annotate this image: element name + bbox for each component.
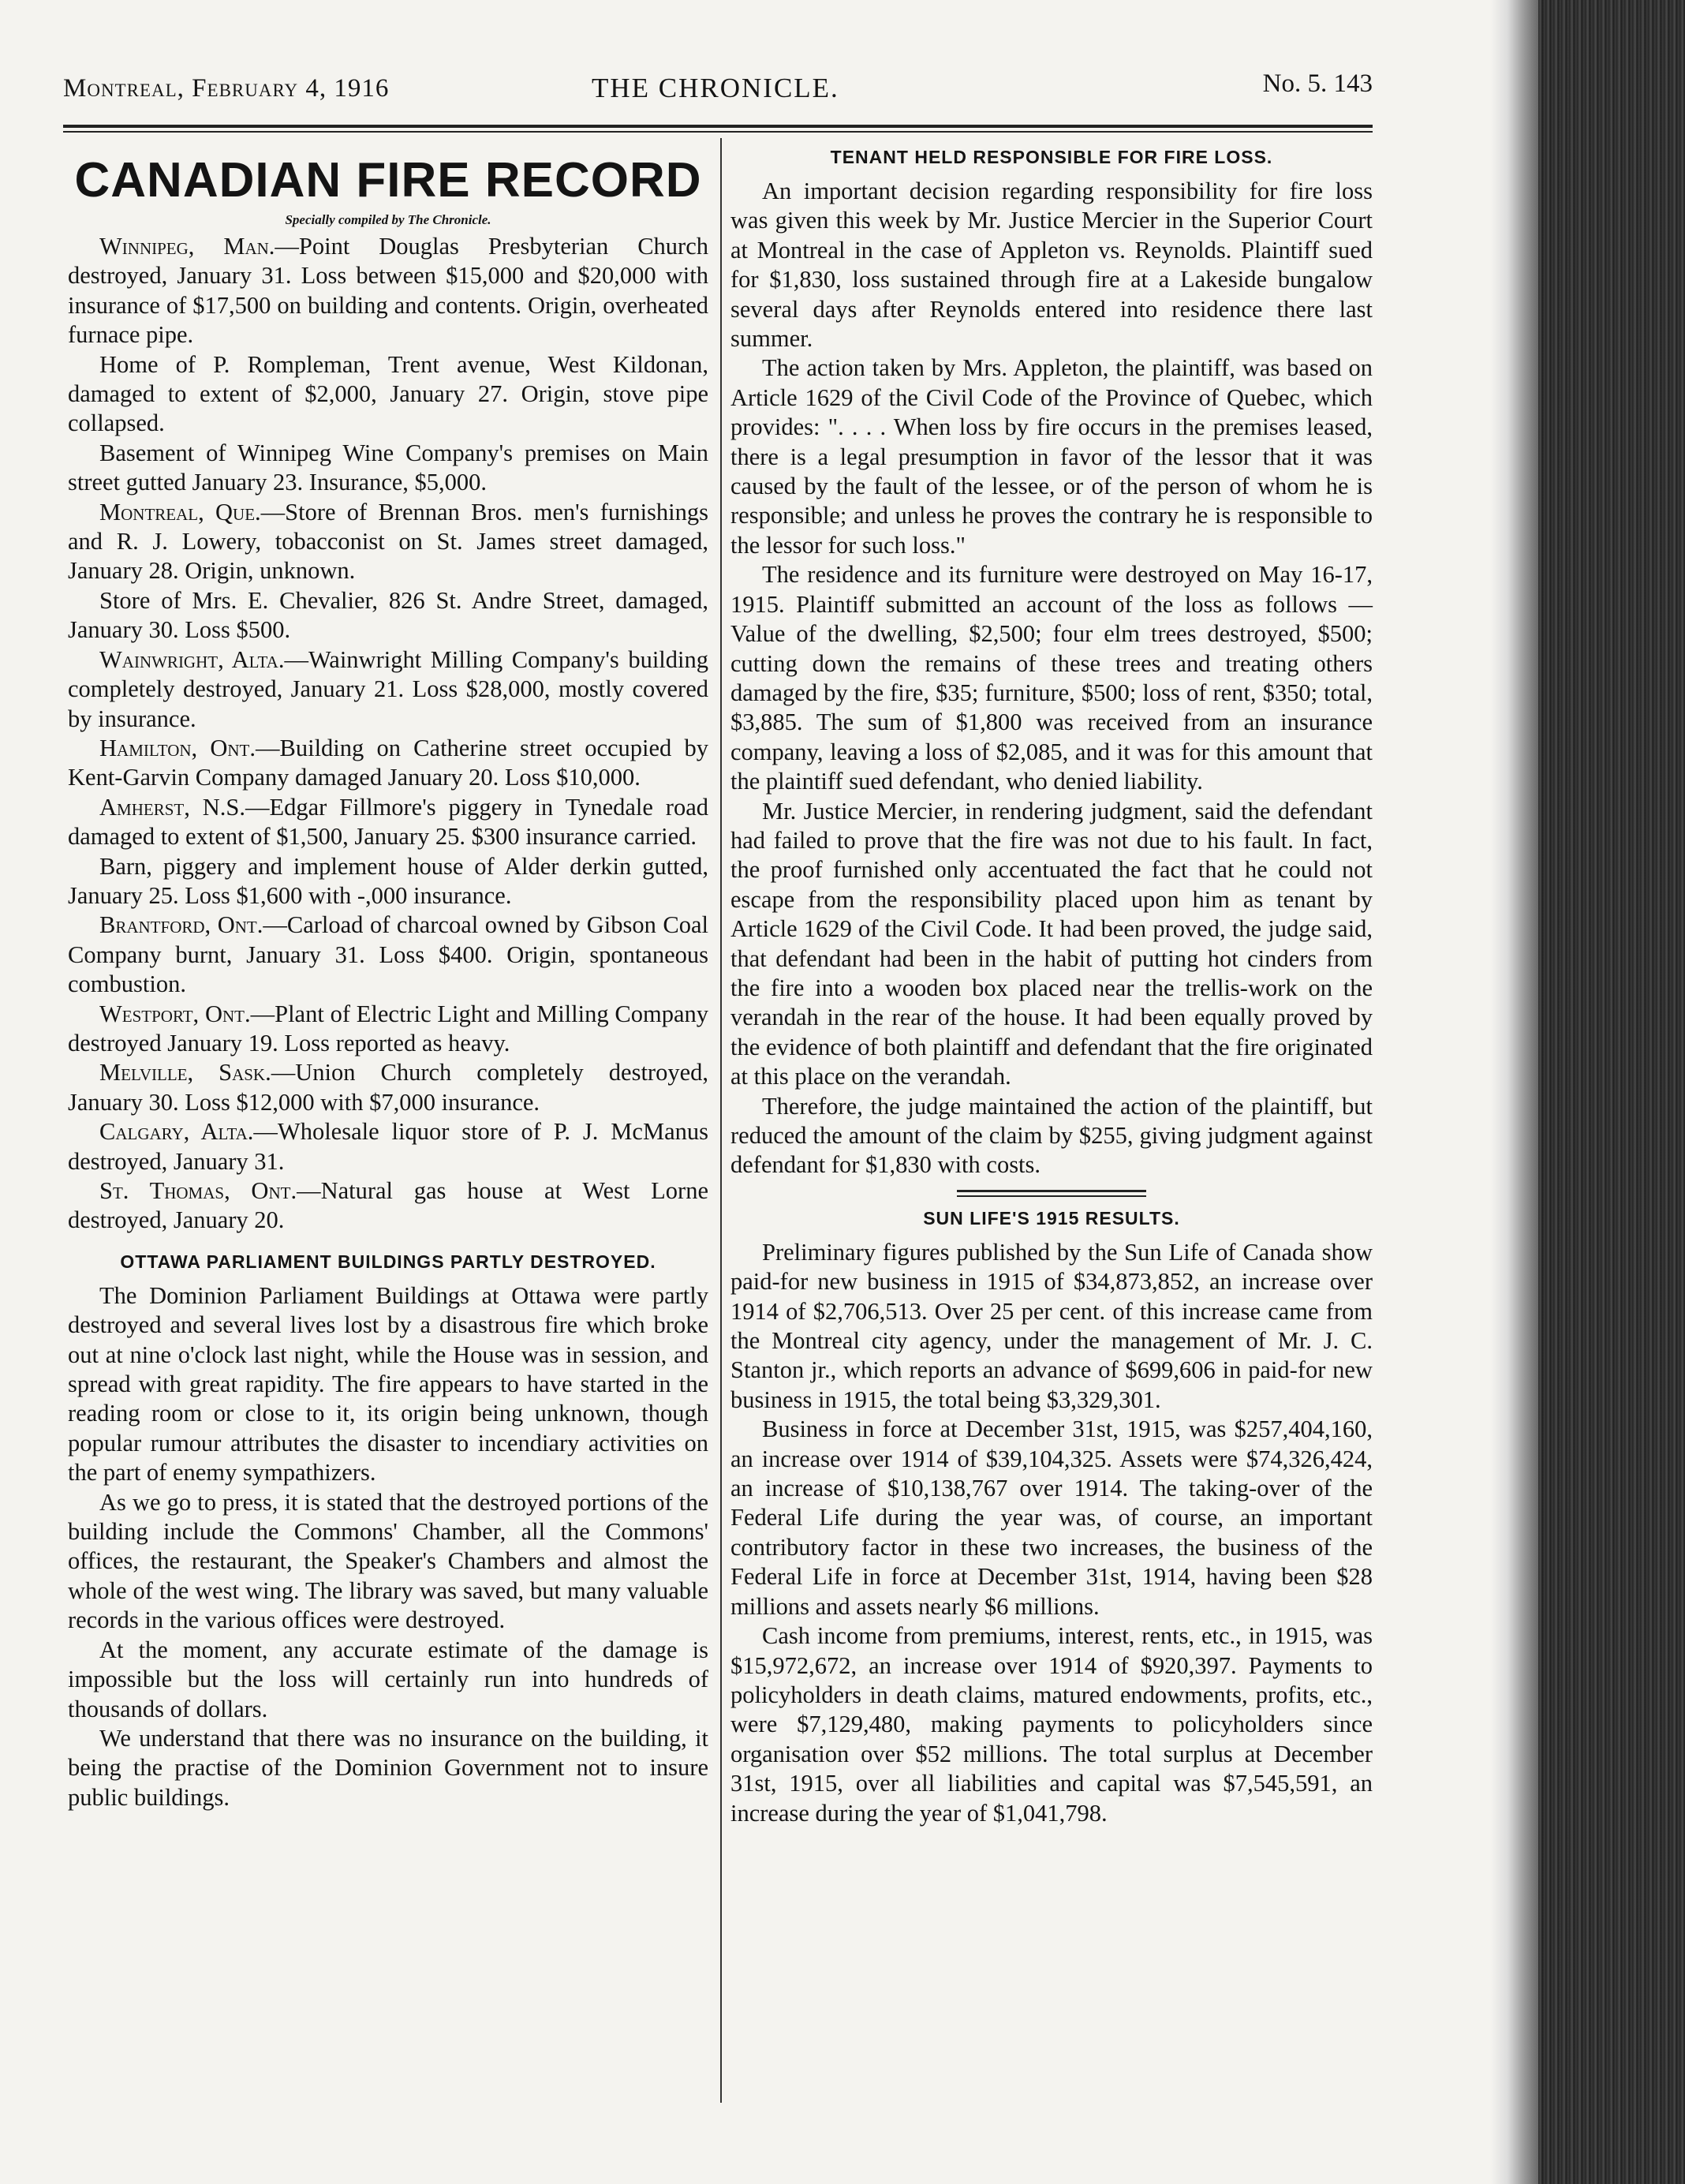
fire-record-entry <box>68 645 708 734</box>
dateline: Montreal, February 4, 1916 <box>63 74 390 103</box>
ottawa-paragraph: As we go to press, it is stated that the destroyed portions of the building include the Commons' Chamber, all the Commons' offices, the restaurant, the Speaker's Chambers and almost the whole of the west wing. The library was saved, but many valuable records in the various offices were destroyed. <box>68 1488 708 1634</box>
fire-record-location: Wainwright, Alta. <box>99 645 285 673</box>
fire-record-entry <box>68 911 708 999</box>
fire-record-text: —Wainwright Milling Company's building completely destroyed, January 21. Loss $28,000, mostly covered by insurance. <box>68 645 708 732</box>
fire-record-entry <box>68 852 708 911</box>
section-separator <box>957 1190 1146 1197</box>
ottawa-paragraph: We understand that there was no insurance on the building, it being the practise of the Dominion Government not to insure public buildings. <box>68 1724 708 1811</box>
column-divider <box>720 138 722 2103</box>
fire-record-text: —Union Church completely destroyed, January 30. Loss $12,000 with $7,000 insurance. <box>68 1059 709 1116</box>
sunlife-paragraph: Preliminary figures published by the Sun Life of Canada show paid-for new business in 1915 of $34,873,852, an increase over 1914 of $2,706,513. Over 25 per cent. of this increase came from the Montreal city agency, under the management of Mr. J. C. Stanton jr., which reports an advance of $699,606 in paid-for new business in 1915, the total being $3,329,301. <box>730 1238 1373 1413</box>
fire-record-subtitle: Specially compiled by The Chronicle. <box>285 212 491 227</box>
fire-record-text: —Carload of charcoal owned by Gibson Coal Company burnt, January 31. Loss $400. Origin, spontaneous combustion. <box>68 911 708 998</box>
fire-record-text: —Store of Brennan Bros. men's furnishings and R. J. Lowery, tobacconist on St. James street damaged, January 28. Origin, unknown. <box>68 498 709 585</box>
fire-record-location: Hamilton, Ont. <box>99 734 256 761</box>
fire-record-location: Brantford, Ont. <box>99 911 263 939</box>
tenant-paragraph: An important decision regarding responsibility for fire loss was given this week by Mr. Justice Mercier in the Superior Court at Montreal in the case of Appleton vs. Reynolds. Plaintiff sued for $1,830, loss sustained through fire at a Lakeside bungalow several days after Reynolds entered into residence there last summer. <box>730 178 1373 353</box>
fire-record-entry <box>68 586 708 645</box>
fire-record-location: St. Thomas, Ont. <box>99 1177 297 1204</box>
ottawa-section-title: OTTAWA PARLIAMENT BUILDINGS PARTLY DESTROYED. <box>120 1251 656 1272</box>
ottawa-paragraph: At the moment, any accurate estimate of the damage is impossible but the loss will certainly run into hundreds of thousands of dollars. <box>68 1636 708 1722</box>
ottawa-paragraph: The Dominion Parliament Buildings at Ottawa were partly destroyed and several lives lost by a disastrous fire which broke out at nine o'clock last night, while the House was in session, and spread with great rapidity. The fire appears to have started in the reading room or close to it, its origin being unknown, though popular rumour attributes the disaster to incendiary activities on the part of enemy sympathizers. <box>68 1281 708 1487</box>
fire-record-entry <box>68 1058 708 1117</box>
tenant-paragraph: The residence and its furniture were destroyed on May 16-17, 1915. Plaintiff submitted an account of the loss as follows —Value of the dwelling, $2,500; four elm trees destroyed, $500; cutting down the remains of these trees and treating others damaged by the fire, $35; furniture, $500; loss of rent, $350; total, $3,885. The sum of $1,800 was received from an insurance company, leaving a loss of $2,085, and it was for this amount that the plaintiff sued defendant, who denied liability. <box>730 561 1373 795</box>
fire-record-entry <box>68 1176 708 1236</box>
fire-record-entry <box>68 793 708 852</box>
fire-record-text: Basement of Winnipeg Wine Company's premises on Main street gutted January 23. Insurance, $5,000. <box>68 439 708 496</box>
tenant-paragraph: Mr. Justice Mercier, in rendering judgment, said the defendant had failed to prove that the fire was not due to his fault. In fact, the proof furnished only accentuated the fact that he could not escape from the responsibility placed upon him as tenant by Article 1629 of the Civil Code. It had been proved, the judge said, that defendant had been in the habit of putting hot cinders from the fire into a wooden box placed near the trellis-work on the verandah in the rear of the house. It had been equally proved by the evidence of both plaintiff and defendant that the fire originated at this place on the verandah. <box>730 797 1373 1090</box>
fire-record-entry <box>68 734 708 793</box>
fire-record-text: —Wholesale liquor store of P. J. McManus destroyed, January 31. <box>68 1118 708 1175</box>
sunlife-paragraph: Business in force at December 31st, 1915, was $257,404,160, an increase over 1914 of $39,104,325. Assets were $74,326,424, an increase of $10,138,767 over 1914. The taking-over of the Federal Life during the year was, of course, an important contributory factor in these two increases, the business of the Federal Life in force at December 31st, 1914, having been $28 millions and assets nearly $6 millions. <box>730 1415 1373 1620</box>
fire-record-text: —Point Douglas Presbyterian Church destroyed, January 31. Loss between $15,000 and $20,000 with insurance of $17,500 on building and contents. Origin, overheated furnace pipe. <box>68 233 708 349</box>
ottawa-article-body <box>68 1281 708 1812</box>
publication-title: THE CHRONICLE. <box>592 73 839 103</box>
fire-record-location: Winnipeg, Man. <box>99 233 275 260</box>
right-column <box>730 139 1373 1828</box>
sunlife-article-body <box>730 1238 1373 1828</box>
fire-record-text: —Edgar Fillmore's piggery in Tynedale road damaged to extent of $1,500, January 25. $300 insurance carried. <box>68 793 708 851</box>
fire-record-list <box>68 232 708 1236</box>
page-header <box>63 69 1373 117</box>
issue-and-page-number: No. 5. 143 <box>1262 69 1373 98</box>
fire-record-entry <box>68 498 708 586</box>
fire-record-entry <box>68 1117 708 1176</box>
fire-record-text: Home of P. Rompleman, Trent avenue, West Kildonan, damaged to extent of $2,000, January 27. Origin, stove pipe collapsed. <box>68 350 708 437</box>
book-page-stack <box>1538 0 1685 2184</box>
tenant-section-title: TENANT HELD RESPONSIBLE FOR FIRE LOSS. <box>830 147 1273 167</box>
fire-record-entry <box>68 1000 708 1059</box>
tenant-article-body <box>730 177 1373 1180</box>
fire-record-text: —Natural gas house at West Lorne destroyed, January 20. <box>68 1177 708 1234</box>
fire-record-text: —Building on Catherine street occupied by Kent-Garvin Company damaged January 20. Loss $10,000. <box>68 734 708 791</box>
fire-record-location: Amherst, N.S. <box>99 793 245 821</box>
fire-record-title: CANADIAN FIRE RECORD <box>74 153 702 208</box>
page-edge-shadow <box>1491 0 1538 2184</box>
fire-record-location: Melville, Sask. <box>99 1059 271 1086</box>
fire-record-entry <box>68 232 708 350</box>
fire-record-text: Store of Mrs. E. Chevalier, 826 St. Andre Street, damaged, January 30. Loss $500. <box>68 586 708 644</box>
sunlife-paragraph: Cash income from premiums, interest, rents, etc., in 1915, was $15,972,672, an increase over 1914 of $920,397. Payments to policyholders in death claims, matured endowments, profits, etc., were $7,129,480, making payments to policyholders since organisation over $52 millions. The total surplus at December 31st, 1915, over all liabilities and capital was $7,545,591, an increase during the year of $1,041,798. <box>730 1622 1373 1827</box>
fire-record-location: Westport, Ont. <box>99 1000 251 1027</box>
fire-record-location: Montreal, Que. <box>99 498 261 525</box>
sunlife-section-title: SUN LIFE'S 1915 RESULTS. <box>923 1207 1180 1228</box>
fire-record-text: Barn, piggery and implement house of Alder derkin gutted, January 25. Loss $1,600 with -,000 insurance. <box>68 852 708 909</box>
fire-record-text: —Plant of Electric Light and Milling Company destroyed January 19. Loss reported as heavy. <box>68 1000 708 1056</box>
tenant-paragraph: Therefore, the judge maintained the action of the plaintiff, but reduced the amount of the claim by $255, giving judgment against defendant for $1,830 with costs. <box>730 1092 1373 1179</box>
fire-record-entry <box>68 350 708 439</box>
header-rule-thick <box>63 125 1373 128</box>
tenant-paragraph: The action taken by Mrs. Appleton, the plaintiff, was based on Article 1629 of the Civil Code of the Province of Quebec, which provides: ". . . . When loss by fire occurs in the premises leased, there is a legal presumption in favor of the lessor that it was caused by the fault of the lessee, or of the person of whom he is responsible; and unless he proves the contrary he is responsible to the lessor for such loss." <box>730 354 1373 559</box>
header-rule-thin <box>63 131 1373 133</box>
fire-record-location: Calgary, Alta. <box>99 1118 254 1146</box>
fire-record-entry <box>68 439 708 498</box>
left-column <box>68 139 708 1812</box>
